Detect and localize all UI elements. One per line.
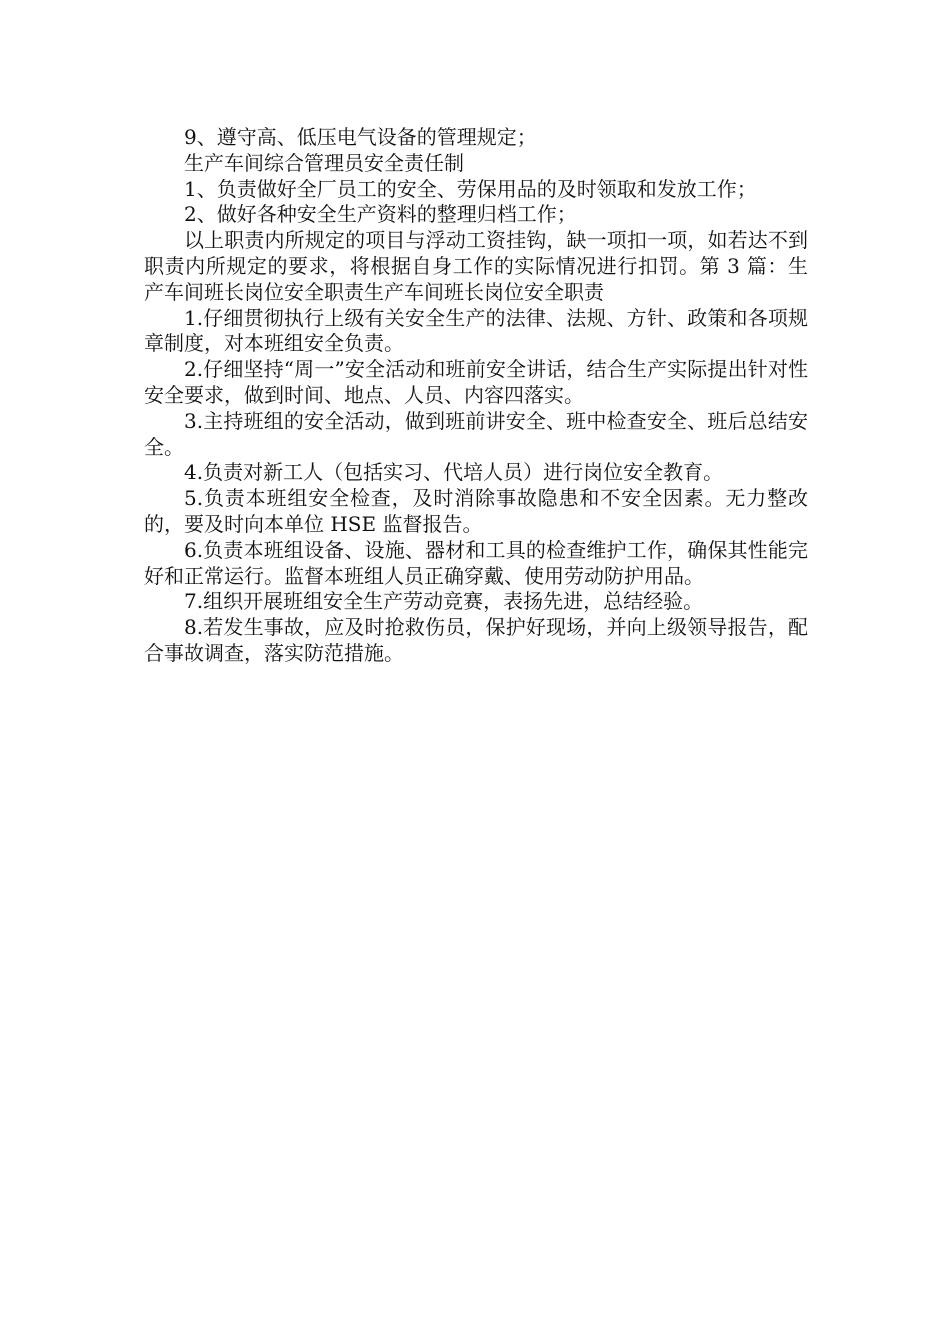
paragraph-leader-6: 6.负责本班组设备、设施、器材和工具的检查维护工作，确保其性能完好和正常运行。监督本班组人员正确穿戴、使用劳动防护用品。 [144, 537, 808, 588]
section-heading-admin-duty: 生产车间综合管理员安全责任制 [184, 150, 464, 175]
paragraph-leader-1: 1.仔细贯彻执行上级有关安全生产的法律、法规、方针、政策和各项规章制度，对本班组安全负责。 [144, 305, 808, 356]
paragraph-leader-3: 3.主持班组的安全活动，做到班前讲安全、班中检查安全、班后总结安全。 [144, 408, 808, 459]
document-body [144, 125, 808, 667]
paragraph-leader-8: 8.若发生事故，应及时抢救伤员，保护好现场，并向上级领导报告，配合事故调查，落实防范措施。 [144, 615, 808, 665]
paragraph-rule-9: 9、遵守高、低压电气设备的管理规定； [184, 125, 537, 149]
paragraph-admin-2: 2、做好各种安全生产资料的整理归档工作； [184, 202, 577, 227]
paragraph-admin-1: 1、负责做好全厂员工的安全、劳保用品的及时领取和发放工作； [184, 176, 757, 201]
paragraph-leader-4: 4.负责对新工人（包括实习、代培人员）进行岗位安全教育。 [184, 460, 724, 485]
paragraph-leader-5: 5.负责本班组安全检查，及时消除事故隐患和不安全因素。无力整改的，要及时向本单位 HSE 监督报告。 [144, 486, 808, 536]
paragraph-wage-link: 以上职责内所规定的项目与浮动工资挂钩，缺一项扣一项，如若达不到职责内所规定的要求，将根据自身工作的实际情况进行扣罚。第 3 篇：生产车间班长岗位安全职责生产车间班长岗位安全职责 [144, 228, 808, 304]
paragraph-leader-7: 7.组织开展班组安全生产劳动竞赛，表扬先进，总结经验。 [184, 589, 704, 614]
paragraph-leader-2: 2.仔细坚持“周一”安全活动和班前安全讲话，结合生产实际提出针对性安全要求，做到时间、地点、人员、内容四落实。 [144, 357, 808, 407]
